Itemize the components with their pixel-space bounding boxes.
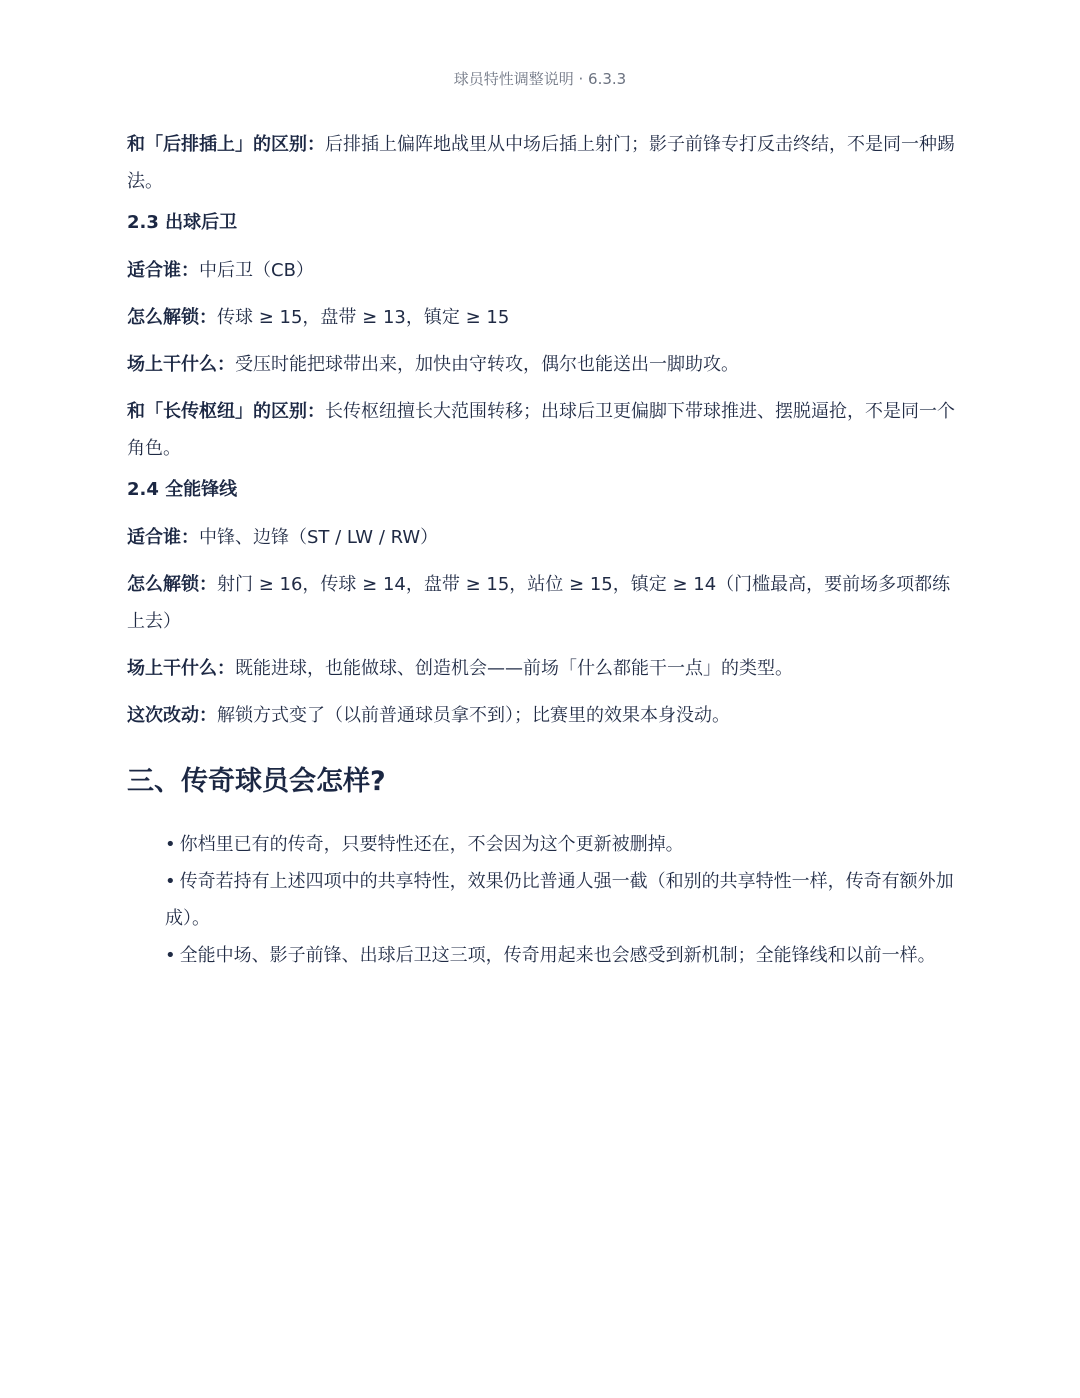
does-label: 场上干什么： (127, 658, 235, 679)
ball-playing-defender-does (127, 346, 957, 383)
bullet-icon: • (165, 871, 176, 892)
unlock-label: 怎么解锁： (127, 574, 217, 595)
document-body (127, 126, 957, 974)
legend-players-bullet-list (127, 826, 957, 974)
complete-forward-unlock (127, 566, 957, 640)
ball-playing-defender-diff (127, 393, 957, 467)
change-text: 解锁方式变了（以前普通球员拿不到）；比赛里的效果本身没动。 (217, 705, 730, 726)
unlock-text: 射门 ≥ 16，传球 ≥ 14，盘带 ≥ 15，站位 ≥ 15，镇定 ≥ 14（门槛最高，要前场多项都练上去） (127, 574, 951, 632)
complete-forward-change (127, 697, 957, 734)
does-text: 受压时能把球带出来，加快由守转攻，偶尔也能送出一脚助攻。 (235, 354, 739, 375)
page-header-title: 球员特性调整说明 · 6.3.3 (453, 70, 627, 88)
ball-playing-defender-who (127, 252, 957, 289)
who-text: 中锋、边锋（ST / LW / RW） (199, 527, 439, 548)
section-3-title: 三、传奇球员会怎样? (127, 766, 386, 797)
who-label: 适合谁： (127, 527, 199, 548)
bullet-text: 全能中场、影子前锋、出球后卫这三项，传奇用起来也会感受到新机制；全能锋线和以前一样。 (179, 945, 936, 966)
shadow-striker-diff-paragraph (127, 126, 957, 200)
does-label: 场上干什么： (127, 354, 235, 375)
bullet-text: 你档里已有的传奇，只要特性还在，不会因为这个更新被删掉。 (179, 834, 684, 855)
list-item (165, 863, 957, 937)
list-item (165, 826, 957, 863)
who-label: 适合谁： (127, 260, 199, 281)
diff-text: 后排插上偏阵地战里从中场后插上射门；影子前锋专打反击终结，不是同一种踢法。 (127, 134, 955, 192)
complete-forward-does (127, 650, 957, 687)
change-label: 这次改动： (127, 705, 217, 726)
diff-label: 和「长传枢纽」的区别： (127, 401, 325, 422)
list-item (165, 937, 957, 974)
does-text: 既能进球，也能做球、创造机会——前场「什么都能干一点」的类型。 (235, 658, 793, 679)
bullet-icon: • (165, 834, 176, 855)
unlock-text: 传球 ≥ 15，盘带 ≥ 13，镇定 ≥ 15 (217, 307, 510, 328)
ball-playing-defender-unlock (127, 299, 957, 336)
section-2-3-heading: 2.3 出球后卫 (127, 212, 238, 233)
section-2-4-heading: 2.4 全能锋线 (127, 479, 238, 500)
bullet-text: 传奇若持有上述四项中的共享特性，效果仍比普通人强一截（和别的共享特性一样，传奇有额外加成）。 (165, 871, 954, 929)
complete-forward-who (127, 519, 957, 556)
unlock-label: 怎么解锁： (127, 307, 217, 328)
who-text: 中后卫（CB） (199, 260, 314, 281)
diff-text: 长传枢纽擅长大范围转移；出球后卫更偏脚下带球推进、摆脱逼抢，不是同一个角色。 (127, 401, 955, 459)
diff-label: 和「后排插上」的区别： (127, 134, 325, 155)
bullet-icon: • (165, 945, 176, 966)
